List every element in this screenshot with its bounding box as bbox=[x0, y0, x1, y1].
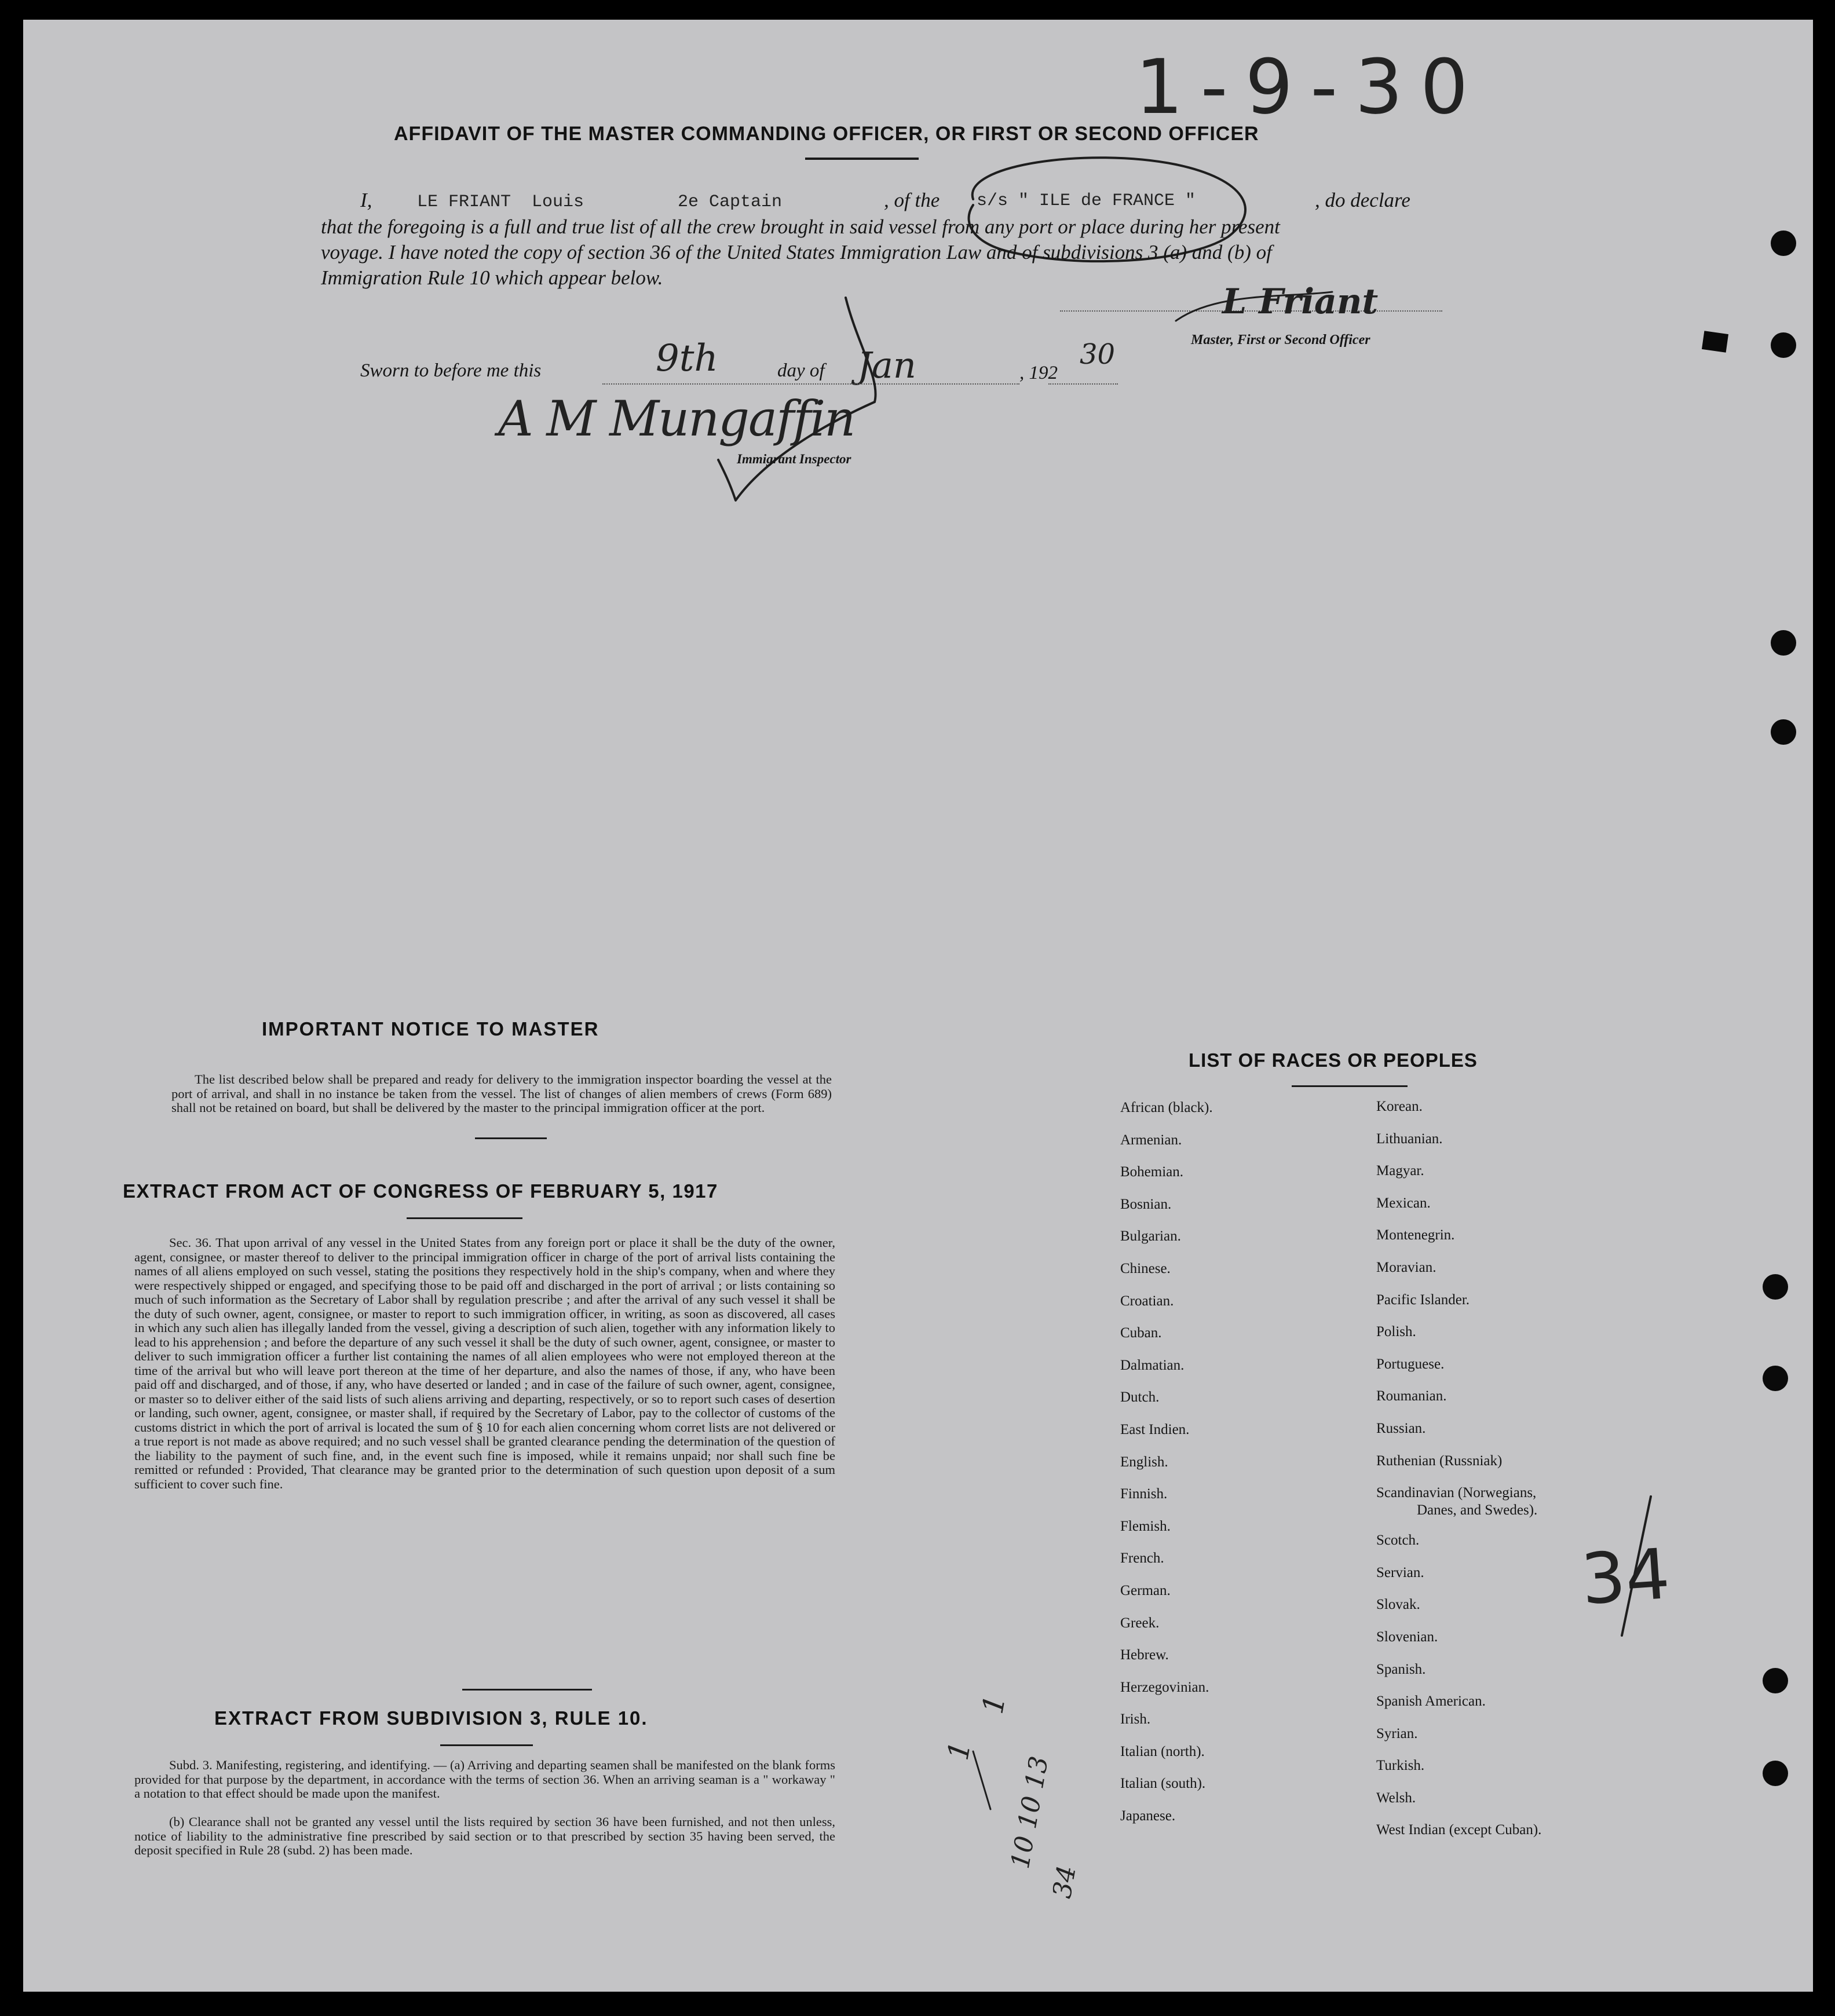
race-item: German. bbox=[1120, 1582, 1171, 1598]
race-item: Russian. bbox=[1376, 1420, 1426, 1436]
race-item: Pacific Islander. bbox=[1376, 1291, 1470, 1308]
notice-text: The list described below shall be prepared and ready for delivery to the immigration inspector boarding the vessel at the port of arrival, and shall in no instance be taken from the vessel. The list of changes of alien members of crews (Form 689) shall not be retained on board, but shall be delivered by the master to the principal immigration officer at the port. bbox=[171, 1072, 832, 1115]
race-item: Croatian. bbox=[1120, 1293, 1174, 1309]
race-item: Lithuanian. bbox=[1376, 1130, 1443, 1147]
margin-note: 1 bbox=[975, 1692, 1012, 1717]
affidavit-of-the: , of the bbox=[884, 189, 940, 211]
sworn-month: Jan bbox=[857, 344, 916, 386]
race-item: Bulgarian. bbox=[1120, 1228, 1181, 1245]
race-item: Danes, and Swedes). bbox=[1417, 1502, 1538, 1519]
race-item: Moravian. bbox=[1376, 1259, 1436, 1275]
race-item: Irish. bbox=[1120, 1711, 1151, 1728]
sworn-year-suffix: 30 bbox=[1080, 338, 1116, 371]
affidavit-line-4: Immigration Rule 10 which appear below. bbox=[321, 266, 663, 289]
race-item: Bosnian. bbox=[1120, 1196, 1172, 1212]
race-item: East Indien. bbox=[1120, 1421, 1190, 1437]
race-item: Servian. bbox=[1376, 1564, 1424, 1580]
race-item: Spanish American. bbox=[1376, 1693, 1486, 1710]
race-item: West Indian (except Cuban). bbox=[1376, 1822, 1542, 1838]
race-item: Flemish. bbox=[1120, 1518, 1171, 1534]
margin-note: 10 10 13 bbox=[1005, 1754, 1055, 1871]
rule-extract-para-b: (b) Clearance shall not be granted any vessel until the lists required by section 36 have been furnished, and not then unless, notice of liability to the administrative fine prescribed by said section or to that prescribed by section 35 having been served, the deposit specified in Rule 28 (subd. 2) has been made. bbox=[134, 1814, 835, 1857]
margin-ink-strokes bbox=[23, 20, 1813, 1992]
race-item: French. bbox=[1120, 1550, 1164, 1567]
race-item: Chinese. bbox=[1120, 1260, 1171, 1276]
master-signature: L Friant bbox=[1222, 281, 1379, 322]
master-label: Master, First or Second Officer bbox=[1191, 332, 1370, 347]
affidavit-line-2: that the foregoing is a full and true list of all the crew brought in said vessel from any port or place during her present bbox=[321, 215, 1280, 238]
race-item: Slovenian. bbox=[1376, 1629, 1438, 1645]
race-item: Scandinavian (Norwegians, bbox=[1376, 1485, 1537, 1501]
race-item: Greek. bbox=[1120, 1615, 1160, 1631]
race-item: Polish. bbox=[1376, 1324, 1416, 1340]
race-item: Herzegovinian. bbox=[1120, 1679, 1209, 1695]
officer-rank: 2e Captain bbox=[678, 192, 783, 212]
race-item: English. bbox=[1120, 1454, 1168, 1470]
sworn-year-prefix: , 192 bbox=[1019, 363, 1058, 383]
document-sheet bbox=[23, 20, 1813, 1992]
race-item: Cuban. bbox=[1120, 1325, 1162, 1341]
affidavit-i: I, bbox=[360, 189, 372, 211]
page-number-note: 34 bbox=[1578, 1534, 1673, 1621]
sworn-day-of: day of bbox=[777, 360, 825, 381]
race-item: Korean. bbox=[1376, 1099, 1423, 1114]
inspector-signature: A M Mungaffin bbox=[498, 390, 855, 447]
race-item: Japanese. bbox=[1120, 1808, 1176, 1824]
races-title: LIST OF RACES OR PEOPLES bbox=[1189, 1049, 1478, 1071]
race-item: Ruthenian (Russniak) bbox=[1376, 1452, 1503, 1469]
affidavit-line-3: voyage. I have noted the copy of section 36 of the United States Immigration Law and of subdivisions 3 (a) and (b) of bbox=[321, 241, 1272, 264]
race-item: Spanish. bbox=[1376, 1661, 1426, 1677]
race-item: Mexican. bbox=[1376, 1195, 1431, 1211]
race-item: Welsh. bbox=[1376, 1790, 1416, 1806]
race-item: Hebrew. bbox=[1120, 1647, 1169, 1663]
rule-extract-para-a: Subd. 3. Manifesting, registering, and identifying. — (a) Arriving and departing seamen shall be manifested on the blank forms provided for that purpose by the department, in accordance with the terms of section 36. When an arriving seaman is a " workaway " a notation to that effect should be made upon the manifest. bbox=[134, 1758, 835, 1801]
race-item: Dutch. bbox=[1120, 1389, 1160, 1406]
race-item: Italian (north). bbox=[1120, 1743, 1205, 1759]
race-item: Dalmatian. bbox=[1120, 1357, 1185, 1373]
race-item: Scotch. bbox=[1376, 1532, 1420, 1549]
race-item: Turkish. bbox=[1376, 1758, 1425, 1774]
race-item: Armenian. bbox=[1120, 1132, 1182, 1148]
inspector-label: Immigrant Inspector bbox=[737, 452, 851, 466]
race-item: Finnish. bbox=[1120, 1486, 1168, 1502]
race-item: Slovak. bbox=[1376, 1597, 1420, 1613]
race-item: Portuguese. bbox=[1376, 1356, 1445, 1372]
sworn-day: 9th bbox=[656, 337, 718, 380]
margin-note: 1 bbox=[941, 1739, 978, 1763]
race-item: African (black). bbox=[1120, 1100, 1213, 1115]
act-extract-title: EXTRACT FROM ACT OF CONGRESS OF FEBRUARY 5, 1917 bbox=[123, 1180, 718, 1202]
race-item: Montenegrin. bbox=[1376, 1227, 1455, 1243]
race-item: Italian (south). bbox=[1120, 1776, 1206, 1792]
rule-extract-title: EXTRACT FROM SUBDIVISION 3, RULE 10. bbox=[214, 1707, 648, 1729]
affidavit-title: AFFIDAVIT OF THE MASTER COMMANDING OFFICER, OR FIRST OR SECOND OFFICER bbox=[394, 123, 1259, 145]
race-item: Roumanian. bbox=[1376, 1388, 1447, 1404]
race-item: Magyar. bbox=[1376, 1163, 1424, 1179]
race-item: Syrian. bbox=[1376, 1725, 1418, 1741]
notice-title: IMPORTANT NOTICE TO MASTER bbox=[262, 1018, 600, 1040]
margin-note: 34 bbox=[1047, 1863, 1082, 1901]
sworn-label: Sworn to before me this bbox=[360, 360, 542, 381]
officer-name: LE FRIANT Louis bbox=[417, 192, 584, 212]
handwritten-date: 1-9-30 bbox=[1135, 43, 1486, 131]
act-extract-text: Sec. 36. That upon arrival of any vessel in the United States from any foreign port or place it shall be the duty of the owner, agent, consignee, or master thereof to deliver to the principal immigration officer in charge of the port of arrival lists containing the names of all aliens employed on such vessel, stating the positions they respectively hold in the ship's company, when and where they were respectively shipped or engaged, and specifying those to be paid off and discharged in the port of arrival ; or lists containing so much of such information as the Secretary of Labor shall by regulation prescribe ; and after the arrival of any such vessel it shall be the duty of such owner, agent, consignee, or master to report to such immigration officer, in writing, as soon as discovered, all cases in which any such alien has illegally landed from the vessel, giving a description of such alien, together with any information likely to lead to his apprehension ; and before the departure of any such vessel it shall be the duty of such owner, agent, consignee, or master to deliver to such immigration officer a further list containing the names of all alien employees who were not employed thereon at the time of the arrival but who will leave port thereon at the time of her departure, and also the names of those, if any, who have been paid off and discharged, and of those, if any, who have deserted or landed ; and in case of the failure of such owner, agent, consignee, or master so to deliver either of the said lists of such aliens arriving and departing, respectively, or so to report such cases of desertion or landing, such owner, agent, consignee, or master shall, if required by the Secretary of Labor, pay to the collector of customs of the customs district in which the port of arrival is located the sum of § 10 for each alien concerning whom corret lists are not delivered or a true report is not made as above required; and no such vessel shall be granted clearance pending the determination of the question of the liability to the payment of such fine, and, in the event such fine is imposed, while it remains unpaid; nor shall such fine be remitted or refunded : Provided, That clearance may be granted prior to the determination of such question upon deposit of a sum sufficient to cover such fine. bbox=[134, 1235, 835, 1491]
affidavit-do-declare: , do declare bbox=[1315, 189, 1410, 211]
vessel-name: s/s " ILE de FRANCE " bbox=[977, 191, 1196, 211]
race-item: Bohemian. bbox=[1120, 1164, 1184, 1180]
